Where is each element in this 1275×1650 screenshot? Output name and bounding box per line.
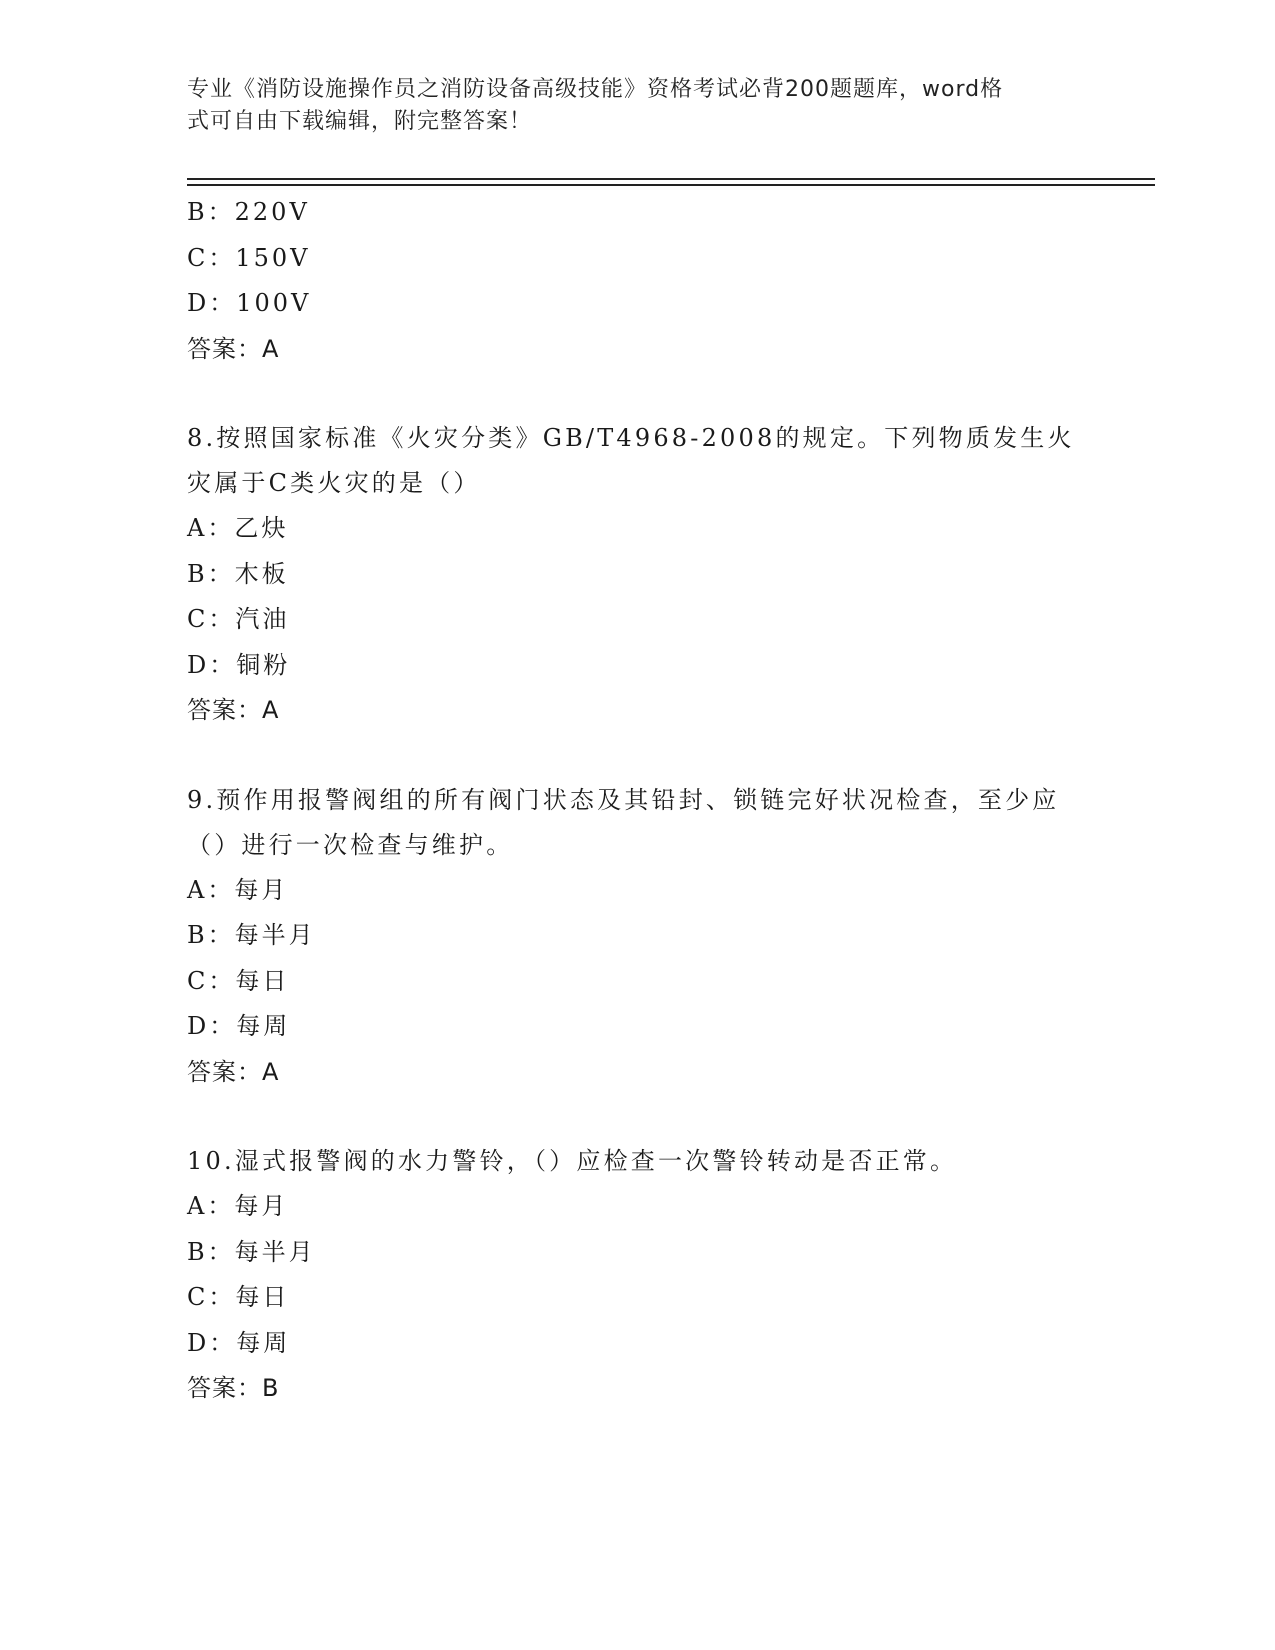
header-divider-top [187, 178, 1155, 180]
option-b: B：每半月 [187, 1237, 316, 1266]
header-line-2: 式可自由下载编辑，附完整答案！ [187, 109, 533, 134]
option-d: D：每周 [187, 1328, 291, 1357]
header-divider-bottom [187, 184, 1155, 186]
option-c: C：每日 [187, 1283, 290, 1311]
question-list [187, 190, 1087, 1412]
answer-line: 答案：B [187, 1374, 280, 1402]
question-text: 8.按照国家标准《火灾分类》GB/T4968-2008的规定。下列物质发生火灾属于C类火灾的是（） [187, 424, 1075, 497]
option-c: C：汽油 [187, 605, 290, 633]
document-header [187, 74, 1067, 138]
question-10 [187, 1139, 1087, 1412]
question-9 [187, 778, 1087, 1096]
question-text: 10.湿式报警阀的水力警铃，（）应检查一次警铃转动是否正常。 [187, 1147, 958, 1175]
answer-line: 答案：A [187, 334, 280, 363]
spacer [187, 372, 1087, 416]
header-line-1: 专业《消防设施操作员之消防设备高级技能》资格考试必背200题题库，word格 [187, 77, 1004, 102]
previous-question-block [187, 190, 1087, 372]
answer-line: 答案：A [187, 1057, 280, 1086]
option-a: A：每月 [187, 875, 289, 904]
spacer [187, 734, 1087, 778]
question-text: 9.预作用报警阀组的所有阀门状态及其铅封、锁链完好状况检查，至少应（）进行一次检查与维护。 [187, 785, 1060, 859]
option-d: D：100V [187, 289, 312, 317]
option-d: D：每周 [187, 1012, 291, 1040]
option-d: D：铜粉 [187, 650, 291, 679]
option-c: C：每日 [187, 966, 290, 995]
option-b: B：每半月 [187, 921, 316, 949]
option-b: B：木板 [187, 559, 289, 588]
answer-line: 答案：A [187, 696, 280, 724]
option-c: C：150V [187, 243, 311, 272]
spacer [187, 1095, 1087, 1139]
option-a: A：每月 [187, 1192, 289, 1220]
question-8 [187, 416, 1087, 734]
option-b: B：220V [187, 198, 310, 226]
option-a: A：乙炔 [187, 514, 289, 542]
